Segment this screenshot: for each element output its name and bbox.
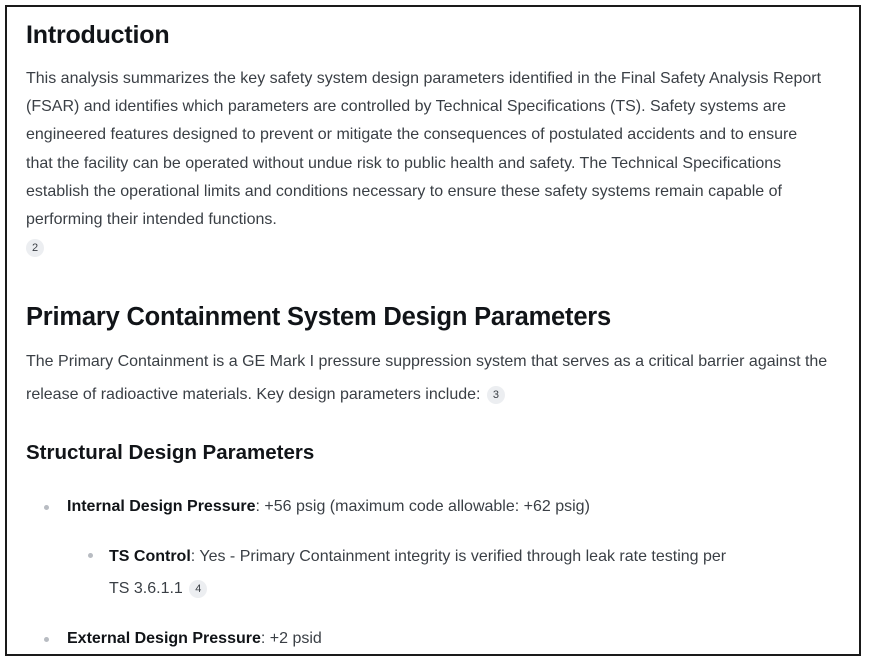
structural-design-heading: Structural Design Parameters — [26, 441, 315, 464]
citation-badge[interactable]: 4 — [189, 580, 207, 598]
list-item-text — [67, 625, 827, 653]
bullet-icon — [88, 553, 93, 558]
intro-paragraph — [26, 65, 826, 262]
parameter-value: : +56 psig (maximum code allowable: +62 psig) — [255, 498, 590, 515]
parameter-value: : Yes - Primary Containment integrity is verified through leak rate testing per — [190, 548, 727, 565]
list-item-text — [67, 493, 827, 521]
intro-paragraph-text: This analysis summarizes the key safety system design parameters identified in the Final Safety Analysis Report (FSAR) and identifies which parameters are controlled by Technical Specifications (TS). Safety systems are engineered features designed to prevent or mitigate the consequences of postulated accidents and to ensure that the facility can be operated without undue risk to public health and safety. The Technical Specifications establish the operational limits and conditions necessary to ensure these safety systems remain capable of performing their intended functions. — [26, 70, 822, 229]
document-frame — [5, 5, 861, 656]
primary-containment-heading: Primary Containment System Design Parameters — [26, 303, 612, 331]
parameter-label: TS Control — [109, 548, 191, 565]
bullet-icon — [44, 637, 49, 642]
bullet-icon — [44, 505, 49, 510]
primary-containment-paragraph — [26, 345, 831, 411]
parameter-value: : +2 psid — [260, 630, 322, 647]
intro-heading: Introduction — [26, 21, 170, 49]
parameter-label: External Design Pressure — [67, 630, 261, 647]
parameter-label: Internal Design Pressure — [67, 498, 256, 515]
citation-badge[interactable]: 2 — [26, 239, 44, 257]
parameter-value-continued: TS 3.6.1.1 — [109, 580, 183, 597]
citation-badge[interactable]: 3 — [487, 386, 505, 404]
primary-containment-paragraph-text: The Primary Containment is a GE Mark I pressure suppression system that serves as a critical barrier against the release of radioactive materials. Key design parameters include: — [26, 353, 828, 403]
list-item-text — [109, 541, 829, 605]
